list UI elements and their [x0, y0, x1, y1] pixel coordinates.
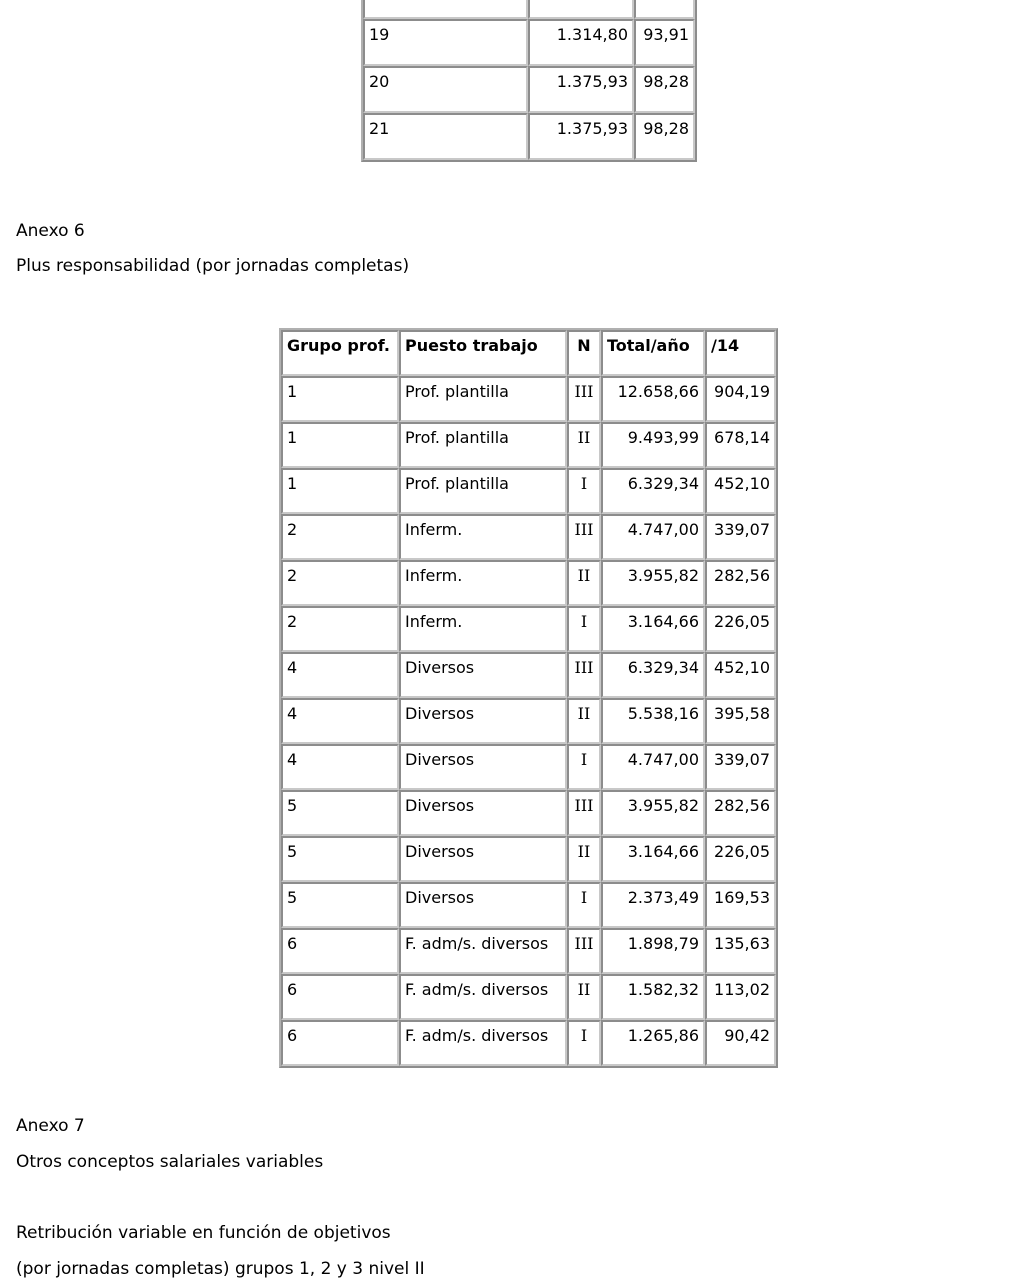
- grupo-cell: 6: [281, 928, 399, 974]
- puesto-cell: Diversos: [399, 744, 567, 790]
- total-cell: 1.898,79: [601, 928, 705, 974]
- por14-cell: 226,05: [705, 606, 776, 652]
- salary-level-table: [361, 0, 697, 162]
- table-row: [281, 468, 776, 514]
- monthly-cell: 98,28: [634, 113, 695, 160]
- table-row: [281, 376, 776, 422]
- grupo-cell: 6: [281, 974, 399, 1020]
- header-grupo: Grupo prof.: [281, 330, 399, 376]
- puesto-cell: Prof. plantilla: [399, 468, 567, 514]
- table-row: [281, 422, 776, 468]
- por14-cell: 339,07: [705, 744, 776, 790]
- por14-cell: 339,07: [705, 514, 776, 560]
- puesto-cell: F. adm/s. diversos: [399, 928, 567, 974]
- nivel-cell: III: [567, 928, 601, 974]
- nivel-cell: II: [567, 422, 601, 468]
- table-row: [281, 560, 776, 606]
- grupo-cell: 2: [281, 514, 399, 560]
- puesto-cell: F. adm/s. diversos: [399, 974, 567, 1020]
- level-cell: [363, 0, 528, 19]
- grupo-cell: 5: [281, 836, 399, 882]
- nivel-cell: III: [567, 790, 601, 836]
- por14-cell: 282,56: [705, 560, 776, 606]
- total-cell: 1.265,86: [601, 1020, 705, 1066]
- total-cell: 5.538,16: [601, 698, 705, 744]
- por14-cell: 678,14: [705, 422, 776, 468]
- grupo-cell: 5: [281, 790, 399, 836]
- nivel-cell: II: [567, 974, 601, 1020]
- por14-cell: 169,53: [705, 882, 776, 928]
- total-cell: 1.375,93: [528, 113, 634, 160]
- header-nivel: N: [567, 330, 601, 376]
- por14-cell: 135,63: [705, 928, 776, 974]
- grupo-cell: 2: [281, 606, 399, 652]
- por14-cell: 904,19: [705, 376, 776, 422]
- nivel-cell: III: [567, 514, 601, 560]
- table-row: [281, 652, 776, 698]
- por14-cell: 226,05: [705, 836, 776, 882]
- table-row: [363, 66, 695, 113]
- puesto-cell: Diversos: [399, 698, 567, 744]
- grupo-cell: 1: [281, 422, 399, 468]
- puesto-cell: F. adm/s. diversos: [399, 1020, 567, 1066]
- por14-cell: 395,58: [705, 698, 776, 744]
- total-cell: 2.373,49: [601, 882, 705, 928]
- grupo-cell: 1: [281, 468, 399, 514]
- table-row: [281, 698, 776, 744]
- table-row: [281, 974, 776, 1020]
- puesto-cell: Diversos: [399, 882, 567, 928]
- puesto-cell: Prof. plantilla: [399, 376, 567, 422]
- table-row: [281, 928, 776, 974]
- total-cell: 4.747,00: [601, 514, 705, 560]
- total-cell: 3.164,66: [601, 606, 705, 652]
- por14-cell: 282,56: [705, 790, 776, 836]
- plus-responsabilidad-table: [279, 328, 778, 1068]
- level-cell: 20: [363, 66, 528, 113]
- table-row: [281, 790, 776, 836]
- level-cell: 19: [363, 19, 528, 66]
- puesto-cell: Diversos: [399, 790, 567, 836]
- puesto-cell: Prof. plantilla: [399, 422, 567, 468]
- grupo-cell: 1: [281, 376, 399, 422]
- nivel-cell: I: [567, 468, 601, 514]
- anexo7-line2: (por jornadas completas) grupos 1, 2 y 3 nivel II: [16, 1259, 425, 1279]
- table-row: [281, 836, 776, 882]
- table-row: [281, 514, 776, 560]
- nivel-cell: I: [567, 882, 601, 928]
- grupo-cell: 4: [281, 652, 399, 698]
- total-cell: 4.747,00: [601, 744, 705, 790]
- total-cell: 9.493,99: [601, 422, 705, 468]
- anexo7-line1: Retribución variable en función de objetivos: [16, 1223, 391, 1243]
- por14-cell: 90,42: [705, 1020, 776, 1066]
- anexo7-subtitle: Otros conceptos salariales variables: [16, 1152, 324, 1172]
- puesto-cell: Diversos: [399, 652, 567, 698]
- nivel-cell: I: [567, 744, 601, 790]
- nivel-cell: II: [567, 836, 601, 882]
- por14-cell: 452,10: [705, 468, 776, 514]
- grupo-cell: 5: [281, 882, 399, 928]
- anexo6-title: Anexo 6: [16, 221, 85, 241]
- table-row: [281, 744, 776, 790]
- table-row: [363, 0, 695, 19]
- nivel-cell: II: [567, 560, 601, 606]
- table-header-row: [281, 330, 776, 376]
- por14-cell: 113,02: [705, 974, 776, 1020]
- puesto-cell: Inferm.: [399, 606, 567, 652]
- total-cell: 6.329,34: [601, 652, 705, 698]
- table-row: [363, 113, 695, 160]
- grupo-cell: 2: [281, 560, 399, 606]
- grupo-cell: 4: [281, 744, 399, 790]
- table-row: [363, 19, 695, 66]
- table-row: [281, 606, 776, 652]
- total-cell: 1.314,80: [528, 19, 634, 66]
- total-cell: 12.658,66: [601, 376, 705, 422]
- puesto-cell: Inferm.: [399, 560, 567, 606]
- puesto-cell: Inferm.: [399, 514, 567, 560]
- grupo-cell: 6: [281, 1020, 399, 1066]
- monthly-cell: [634, 0, 695, 19]
- por14-cell: 452,10: [705, 652, 776, 698]
- level-cell: 21: [363, 113, 528, 160]
- nivel-cell: I: [567, 606, 601, 652]
- total-cell: 1.375,93: [528, 66, 634, 113]
- total-cell: [528, 0, 634, 19]
- anexo7-title: Anexo 7: [16, 1116, 85, 1136]
- total-cell: 6.329,34: [601, 468, 705, 514]
- grupo-cell: 4: [281, 698, 399, 744]
- total-cell: 3.955,82: [601, 560, 705, 606]
- header-total: Total/año: [601, 330, 705, 376]
- total-cell: 3.955,82: [601, 790, 705, 836]
- header-puesto: Puesto trabajo: [399, 330, 567, 376]
- monthly-cell: 93,91: [634, 19, 695, 66]
- anexo6-subtitle: Plus responsabilidad (por jornadas completas): [16, 256, 410, 276]
- monthly-cell: 98,28: [634, 66, 695, 113]
- total-cell: 1.582,32: [601, 974, 705, 1020]
- table-row: [281, 1020, 776, 1066]
- puesto-cell: Diversos: [399, 836, 567, 882]
- nivel-cell: III: [567, 376, 601, 422]
- table-row: [281, 882, 776, 928]
- nivel-cell: III: [567, 652, 601, 698]
- total-cell: 3.164,66: [601, 836, 705, 882]
- header-por14: /14: [705, 330, 776, 376]
- nivel-cell: I: [567, 1020, 601, 1066]
- nivel-cell: II: [567, 698, 601, 744]
